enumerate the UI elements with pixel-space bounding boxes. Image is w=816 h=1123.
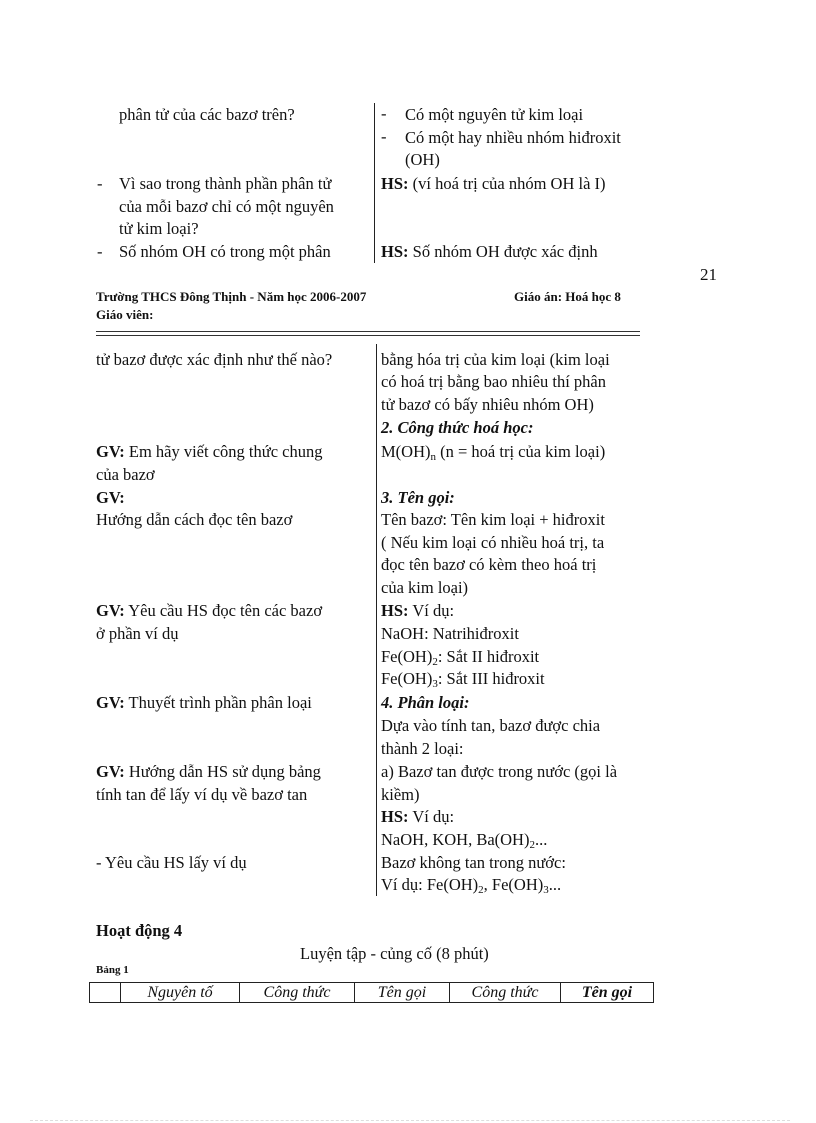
bullet-dash: - xyxy=(381,104,387,123)
answer-text xyxy=(381,600,454,622)
answer-text: của kim loại) xyxy=(381,578,469,597)
activity-subtitle: Luyện tập - củng cố (8 phút) xyxy=(300,944,489,963)
answer-text: tử bazơ có bấy nhiêu nhóm OH) xyxy=(381,395,594,414)
teacher-body: Yêu cầu HS đọc tên các bazơ xyxy=(124,601,323,620)
answer-text: thành 2 loại: xyxy=(381,739,464,758)
teacher-text xyxy=(96,761,321,783)
answer-text: kiềm) xyxy=(381,785,420,804)
example-text xyxy=(381,874,561,896)
hs-label: HS: xyxy=(381,807,409,826)
teacher-body: Hướng dẫn HS sử dụng bảng xyxy=(124,762,321,781)
school-header: Trường THCS Đông Thịnh - Năm học 2006-2007 xyxy=(96,289,367,304)
gv-label: GV: xyxy=(96,488,125,507)
table-header-cell: Nguyên tố xyxy=(121,983,240,1003)
formula-subscript: n xyxy=(430,451,436,463)
column-divider xyxy=(374,103,375,263)
answer-text: Tên bazơ: Tên kim loại + hiđroxit xyxy=(381,510,605,529)
table-label: Bảng 1 xyxy=(96,964,129,976)
question-text: Vì sao trong thành phần phân tử xyxy=(119,174,332,193)
table-header-cell: Công thức xyxy=(240,983,355,1003)
section-title: 3. Tên gọi: xyxy=(381,488,455,507)
question-text: của mỗi bazơ chỉ có một nguyên xyxy=(119,197,334,216)
activity-title: Hoạt động 4 xyxy=(96,921,183,940)
table-header-cell: Công thức xyxy=(450,983,561,1003)
question-text: Số nhóm OH có trong một phân xyxy=(119,242,331,261)
formula-base: Fe(OH) xyxy=(381,647,433,666)
table-header-cell: Tên gọi xyxy=(355,983,450,1003)
question-text: tử bazơ được xác định như thế nào? xyxy=(96,350,333,369)
teacher-text xyxy=(96,441,322,463)
answer-item: Có một hay nhiều nhóm hiđroxit xyxy=(405,128,621,147)
teacher-text: Hướng dẫn cách đọc tên bazơ xyxy=(96,510,293,529)
header-rule xyxy=(96,335,640,336)
formula-base: Fe(OH) xyxy=(381,669,433,688)
formula-base: NaOH, KOH, Ba(OH) xyxy=(381,830,530,849)
formula-subscript: 2 xyxy=(478,884,484,896)
exercise-table xyxy=(89,982,654,1003)
formula-note: : Sắt II hiđroxit xyxy=(437,647,540,666)
formula-note: (n = hoá trị của kim loại) xyxy=(436,442,606,461)
answer-body: Ví dụ: xyxy=(408,807,455,826)
page-edge xyxy=(30,1120,790,1121)
formula xyxy=(381,441,605,463)
column-divider xyxy=(376,344,377,896)
gv-label: GV: xyxy=(96,693,125,712)
section-title: 4. Phân loại: xyxy=(381,693,470,712)
formula-note: ... xyxy=(548,875,562,894)
answer-text xyxy=(381,806,454,828)
hs-label: HS: xyxy=(381,174,409,193)
gv-label: GV: xyxy=(96,762,125,781)
example-text xyxy=(381,668,545,690)
teacher-header: Giáo viên: xyxy=(96,307,154,322)
section-title: 2. Công thức hoá học: xyxy=(381,418,534,437)
answer-body: (ví hoá trị của nhóm OH là I) xyxy=(408,174,606,193)
example-text: NaOH: Natrihiđroxit xyxy=(381,624,519,643)
example-text xyxy=(381,829,547,851)
formula-subscript: 3 xyxy=(432,678,438,690)
table-header-cell: Tên gọi xyxy=(561,983,654,1003)
bullet-dash: - xyxy=(97,174,103,193)
formula-subscript: 2 xyxy=(529,839,535,851)
table-row xyxy=(90,983,654,1003)
answer-item: Có một nguyên tử kim loại xyxy=(405,105,584,124)
gv-label: GV: xyxy=(96,601,125,620)
teacher-text: ở phần ví dụ xyxy=(96,624,179,643)
gv-label: GV: xyxy=(96,442,125,461)
answer-text: Dựa vào tính tan, bazơ được chia xyxy=(381,716,601,735)
header-rule xyxy=(96,331,640,332)
formula-base: Ví dụ: Fe(OH) xyxy=(381,875,479,894)
formula-base: M(OH) xyxy=(381,442,431,461)
bullet-dash: - xyxy=(97,242,103,261)
hs-label: HS: xyxy=(381,242,409,261)
question-text: tử kim loại? xyxy=(119,219,199,238)
teacher-text xyxy=(96,692,312,714)
answer-text: có hoá trị bằng bao nhiêu thí phân xyxy=(381,372,606,391)
formula-subscript: 2 xyxy=(432,656,438,668)
subject-header: Giáo án: Hoá học 8 xyxy=(514,289,621,304)
teacher-text xyxy=(96,600,322,622)
teacher-body: Thuyết trình phần phân loại xyxy=(124,693,312,712)
table-header-cell xyxy=(90,983,121,1003)
teacher-text: tính tan để lấy ví dụ về bazơ tan xyxy=(96,785,308,804)
bullet-dash: - xyxy=(381,127,387,146)
formula-note: ... xyxy=(534,830,548,849)
question-text: phân tử của các bazơ trên? xyxy=(119,105,295,124)
answer-text: bằng hóa trị của kim loại (kim loại xyxy=(381,350,610,369)
page-number: 21 xyxy=(700,265,717,284)
hs-label: HS: xyxy=(381,601,409,620)
answer-text: đọc tên bazơ có kèm theo hoá trị xyxy=(381,555,597,574)
formula-subscript: 3 xyxy=(543,884,549,896)
answer-item: (OH) xyxy=(405,150,440,169)
formula-note: : Sắt III hiđroxit xyxy=(437,669,545,688)
teacher-text: - Yêu cầu HS lấy ví dụ xyxy=(96,853,247,872)
example-text xyxy=(381,646,539,668)
answer-text: ( Nếu kim loại có nhiều hoá trị, ta xyxy=(381,533,605,552)
answer-text xyxy=(381,241,598,263)
teacher-body: Em hãy viết công thức chung xyxy=(124,442,323,461)
formula-base: , Fe(OH) xyxy=(483,875,544,894)
answer-body: Ví dụ: xyxy=(408,601,455,620)
answer-text: a) Bazơ tan được trong nước (gọi là xyxy=(381,762,618,781)
answer-text: Bazơ không tan trong nước: xyxy=(381,853,566,872)
answer-body: Số nhóm OH được xác định xyxy=(408,242,598,261)
teacher-text: của bazơ xyxy=(96,465,155,484)
answer-text xyxy=(381,173,606,195)
